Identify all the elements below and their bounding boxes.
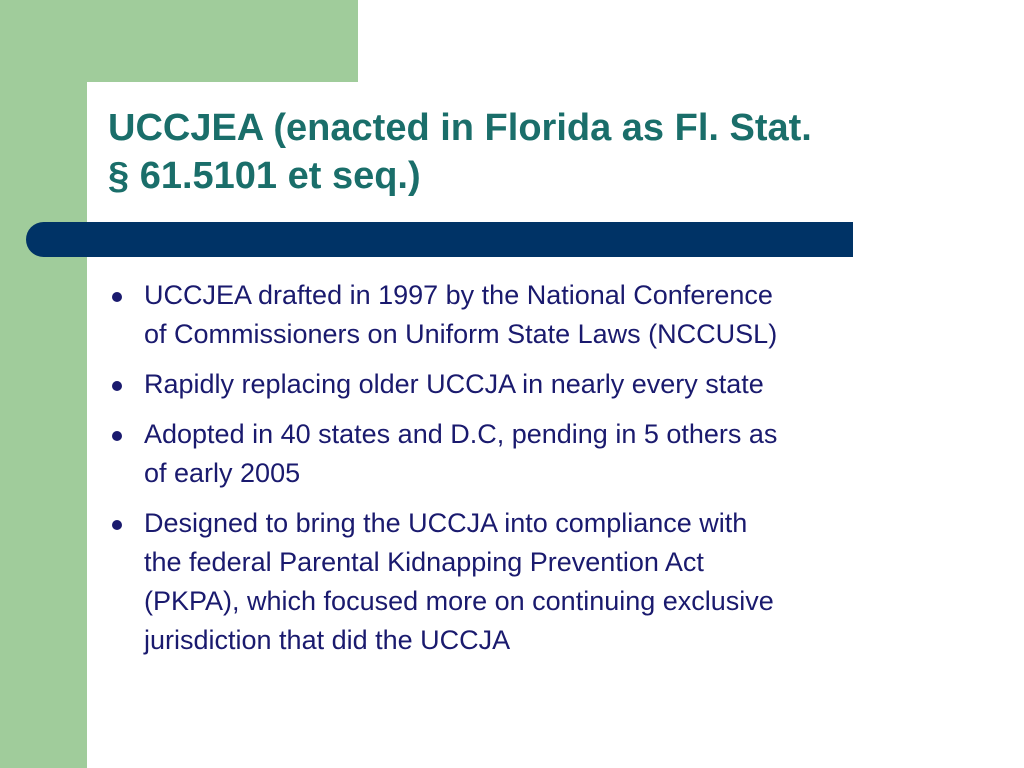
bullet-text-line: Rapidly replacing older UCCJA in nearly every state <box>144 369 764 399</box>
bullet-dot-icon <box>112 381 122 391</box>
bullet-dot-icon <box>112 431 122 441</box>
bullet-item-adopted <box>108 415 968 493</box>
bullet-text-line: of Commissioners on Uniform State Laws (NCCUSL) <box>144 319 778 349</box>
bullet-text-line: jurisdiction that did the UCCJA <box>144 625 511 655</box>
bullet-text-line: Designed to bring the UCCJA into compliance with <box>144 508 748 538</box>
bullet-item-designed <box>108 504 968 660</box>
bullet-dot-icon <box>112 520 122 530</box>
bullet-item-drafted <box>108 276 968 354</box>
bullet-item-replacing <box>108 365 968 404</box>
title-divider-bar <box>26 222 853 257</box>
bullet-text-line: the federal Parental Kidnapping Prevention Act <box>144 547 704 577</box>
left-green-band <box>0 0 87 768</box>
top-green-tab <box>0 0 358 82</box>
bullet-text-line: UCCJEA drafted in 1997 by the National Conference <box>144 280 773 310</box>
bullet-text-line: (PKPA), which focused more on continuing exclusive <box>144 586 774 616</box>
bullet-dot-icon <box>112 292 122 302</box>
title-line-1: UCCJEA (enacted in Florida as Fl. Stat. <box>108 107 812 149</box>
slide-title <box>108 104 988 200</box>
bullet-list <box>108 276 968 671</box>
bullet-text-line: of early 2005 <box>144 458 301 488</box>
bullet-text-line: Adopted in 40 states and D.C, pending in 5 others as <box>144 419 778 449</box>
title-line-2: § 61.5101 et seq.) <box>108 155 421 197</box>
